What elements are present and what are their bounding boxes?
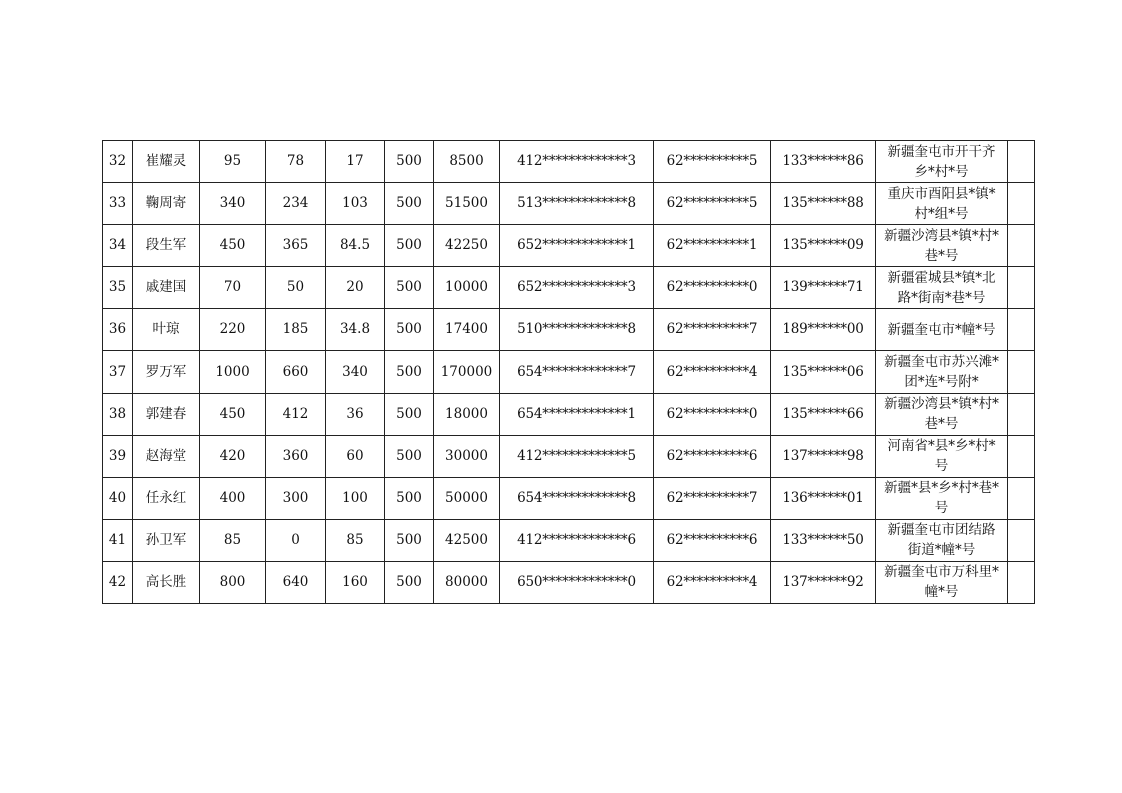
address-cell: 新疆沙湾县*镇*村*巷*号: [876, 393, 1008, 435]
value-a-cell: 800: [200, 561, 266, 603]
phone-cell: 135******09: [771, 225, 876, 267]
value-c-cell: 340: [326, 351, 385, 393]
value-c-cell: 100: [326, 477, 385, 519]
value-a-cell: 70: [200, 267, 266, 309]
row-number-cell: 41: [103, 519, 133, 561]
value-c-cell: 60: [326, 435, 385, 477]
id-number-cell: 412*************5: [500, 435, 654, 477]
blank-cell: [1008, 309, 1035, 351]
blank-cell: [1008, 183, 1035, 225]
name-cell: 段生军: [133, 225, 200, 267]
id-number-cell: 513*************8: [500, 183, 654, 225]
table-row: [103, 519, 1035, 561]
amount-cell: 42250: [434, 225, 500, 267]
id-number-cell: 412*************6: [500, 519, 654, 561]
table-row: [103, 267, 1035, 309]
name-cell: 高长胜: [133, 561, 200, 603]
blank-cell: [1008, 141, 1035, 183]
name-cell: 任永红: [133, 477, 200, 519]
phone-cell: 133******50: [771, 519, 876, 561]
blank-cell: [1008, 519, 1035, 561]
amount-cell: 170000: [434, 351, 500, 393]
row-number-cell: 32: [103, 141, 133, 183]
blank-cell: [1008, 561, 1035, 603]
address-cell: 新疆*县*乡*村*巷*号: [876, 477, 1008, 519]
value-a-cell: 400: [200, 477, 266, 519]
name-cell: 崔耀灵: [133, 141, 200, 183]
id-number-cell: 510*************8: [500, 309, 654, 351]
value-b-cell: 660: [266, 351, 326, 393]
address-cell: 重庆市酉阳县*镇*村*组*号: [876, 183, 1008, 225]
blank-cell: [1008, 393, 1035, 435]
phone-cell: 139******71: [771, 267, 876, 309]
table-row: [103, 477, 1035, 519]
value-c-cell: 34.8: [326, 309, 385, 351]
address-cell: 新疆霍城县*镇*北路*街南*巷*号: [876, 267, 1008, 309]
data-table: [102, 140, 1035, 604]
bank-account-cell: 62**********7: [654, 477, 771, 519]
value-c-cell: 36: [326, 393, 385, 435]
id-number-cell: 654*************7: [500, 351, 654, 393]
unit-price-cell: 500: [385, 477, 434, 519]
phone-cell: 137******98: [771, 435, 876, 477]
id-number-cell: 654*************1: [500, 393, 654, 435]
value-c-cell: 85: [326, 519, 385, 561]
phone-cell: 135******06: [771, 351, 876, 393]
blank-cell: [1008, 477, 1035, 519]
address-cell: 新疆沙湾县*镇*村*巷*号: [876, 225, 1008, 267]
blank-cell: [1008, 351, 1035, 393]
value-a-cell: 450: [200, 225, 266, 267]
blank-cell: [1008, 435, 1035, 477]
amount-cell: 18000: [434, 393, 500, 435]
phone-cell: 135******88: [771, 183, 876, 225]
bank-account-cell: 62**********5: [654, 183, 771, 225]
blank-cell: [1008, 225, 1035, 267]
value-c-cell: 20: [326, 267, 385, 309]
id-number-cell: 652*************1: [500, 225, 654, 267]
phone-cell: 189******00: [771, 309, 876, 351]
phone-cell: 135******66: [771, 393, 876, 435]
unit-price-cell: 500: [385, 519, 434, 561]
unit-price-cell: 500: [385, 309, 434, 351]
table-row: [103, 435, 1035, 477]
unit-price-cell: 500: [385, 351, 434, 393]
id-number-cell: 650*************0: [500, 561, 654, 603]
address-cell: 新疆奎屯市团结路街道*幢*号: [876, 519, 1008, 561]
phone-cell: 133******86: [771, 141, 876, 183]
amount-cell: 30000: [434, 435, 500, 477]
row-number-cell: 42: [103, 561, 133, 603]
table-row: [103, 561, 1035, 603]
address-cell: 新疆奎屯市万科里*幢*号: [876, 561, 1008, 603]
row-number-cell: 38: [103, 393, 133, 435]
unit-price-cell: 500: [385, 225, 434, 267]
unit-price-cell: 500: [385, 267, 434, 309]
value-b-cell: 412: [266, 393, 326, 435]
value-a-cell: 450: [200, 393, 266, 435]
address-cell: 新疆奎屯市开干齐乡*村*号: [876, 141, 1008, 183]
id-number-cell: 654*************8: [500, 477, 654, 519]
name-cell: 罗万军: [133, 351, 200, 393]
value-b-cell: 185: [266, 309, 326, 351]
name-cell: 郭建春: [133, 393, 200, 435]
value-b-cell: 50: [266, 267, 326, 309]
row-number-cell: 35: [103, 267, 133, 309]
unit-price-cell: 500: [385, 435, 434, 477]
value-c-cell: 160: [326, 561, 385, 603]
amount-cell: 17400: [434, 309, 500, 351]
value-b-cell: 640: [266, 561, 326, 603]
table-row: [103, 183, 1035, 225]
bank-account-cell: 62**********0: [654, 267, 771, 309]
bank-account-cell: 62**********1: [654, 225, 771, 267]
bank-account-cell: 62**********7: [654, 309, 771, 351]
amount-cell: 10000: [434, 267, 500, 309]
row-number-cell: 37: [103, 351, 133, 393]
bank-account-cell: 62**********6: [654, 435, 771, 477]
bank-account-cell: 62**********5: [654, 141, 771, 183]
amount-cell: 8500: [434, 141, 500, 183]
value-b-cell: 300: [266, 477, 326, 519]
unit-price-cell: 500: [385, 141, 434, 183]
value-b-cell: 0: [266, 519, 326, 561]
value-c-cell: 103: [326, 183, 385, 225]
id-number-cell: 652*************3: [500, 267, 654, 309]
amount-cell: 42500: [434, 519, 500, 561]
address-cell: 河南省*县*乡*村*号: [876, 435, 1008, 477]
phone-cell: 137******92: [771, 561, 876, 603]
name-cell: 孙卫军: [133, 519, 200, 561]
name-cell: 叶琼: [133, 309, 200, 351]
value-b-cell: 365: [266, 225, 326, 267]
value-b-cell: 78: [266, 141, 326, 183]
value-a-cell: 95: [200, 141, 266, 183]
value-a-cell: 1000: [200, 351, 266, 393]
value-c-cell: 84.5: [326, 225, 385, 267]
amount-cell: 51500: [434, 183, 500, 225]
table-row: [103, 351, 1035, 393]
unit-price-cell: 500: [385, 561, 434, 603]
name-cell: 戚建国: [133, 267, 200, 309]
value-a-cell: 340: [200, 183, 266, 225]
unit-price-cell: 500: [385, 393, 434, 435]
amount-cell: 80000: [434, 561, 500, 603]
row-number-cell: 40: [103, 477, 133, 519]
table-body: [103, 141, 1035, 604]
row-number-cell: 39: [103, 435, 133, 477]
document-page: [102, 140, 1034, 604]
value-b-cell: 234: [266, 183, 326, 225]
table-row: [103, 309, 1035, 351]
name-cell: 赵海堂: [133, 435, 200, 477]
bank-account-cell: 62**********4: [654, 561, 771, 603]
value-a-cell: 420: [200, 435, 266, 477]
row-number-cell: 33: [103, 183, 133, 225]
phone-cell: 136******01: [771, 477, 876, 519]
value-b-cell: 360: [266, 435, 326, 477]
table-row: [103, 225, 1035, 267]
value-c-cell: 17: [326, 141, 385, 183]
id-number-cell: 412*************3: [500, 141, 654, 183]
bank-account-cell: 62**********4: [654, 351, 771, 393]
blank-cell: [1008, 267, 1035, 309]
amount-cell: 50000: [434, 477, 500, 519]
row-number-cell: 36: [103, 309, 133, 351]
value-a-cell: 85: [200, 519, 266, 561]
row-number-cell: 34: [103, 225, 133, 267]
unit-price-cell: 500: [385, 183, 434, 225]
bank-account-cell: 62**********0: [654, 393, 771, 435]
name-cell: 鞠周寄: [133, 183, 200, 225]
address-cell: 新疆奎屯市苏兴滩*团*连*号附*: [876, 351, 1008, 393]
table-row: [103, 393, 1035, 435]
table-row: [103, 141, 1035, 183]
value-a-cell: 220: [200, 309, 266, 351]
bank-account-cell: 62**********6: [654, 519, 771, 561]
address-cell: 新疆奎屯市*幢*号: [876, 309, 1008, 351]
